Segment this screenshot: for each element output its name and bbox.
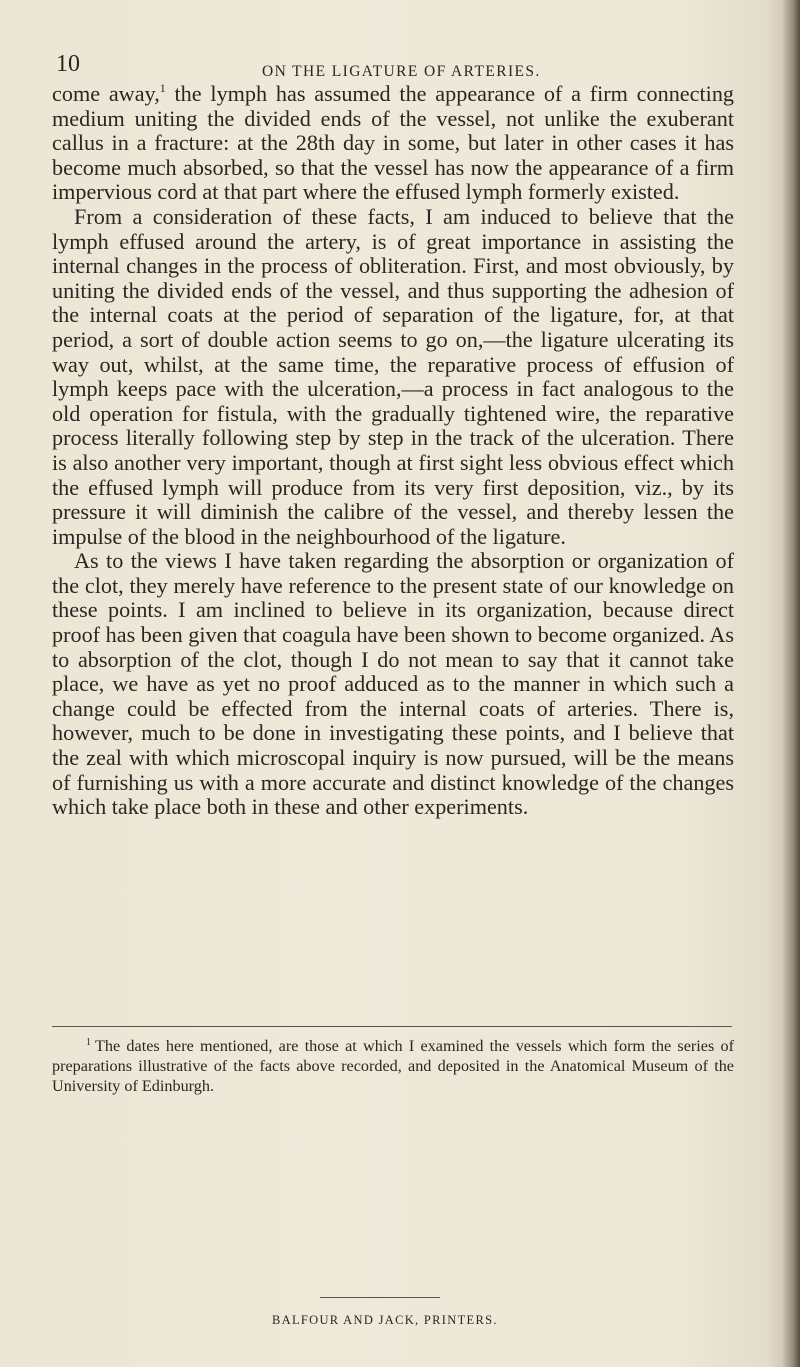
footnote-reference: 1 [159,81,166,95]
printer-divider [320,1297,440,1298]
paragraph-1 [52,82,734,205]
paragraph-3: As to the views I have taken regarding the absorption or organization of the clot, they merely have reference to the present state of our knowledge on these points. I am inclined to believe in its organization, because direct proof has been given that coagula have been shown to become organized. As to absorption of the clot, though I do not mean to say that it cannot take place, we have as yet no proof adduced as to the manner in which such a change could be effected from the internal coats of arteries. There is, however, much to be done in investigating these points, and I believe that the zeal with which microscopal inquiry is now pursued, will be the means of furnishing us with a more accurate and distinct knowledge of the changes which take place both in these and other experiments. [52,548,734,820]
paragraph-2: From a consideration of these facts, I am induced to believe that the lymph effused around the artery, is of great importance in assisting the internal changes in the process of obliteration. First, and most obviously, by uniting the divided ends of the vessel, and thus supporting the adhesion of the internal coats at the period of separation of the ligature, for, at that period, a sort of double action seems to go on,—the ligature ulcerating its way out, whilst, at the same time, the reparative process of effusion of lymph keeps pace with the ulceration,—a process in fact analogous to the old operation for fistula, with the gradually tightened wire, the reparative process literally following step by step in the track of the ulceration. There is also another very important, though at first sight less obvious effect which the effused lymph will produce from its very first deposition, viz., by its pressure it will diminish the calibre of the vessel, and thereby lessen the impulse of the blood in the neighbourhood of the ligature. [52,203,734,549]
page-edge-shadow [782,0,800,1367]
footnote-mark: 1 [86,1037,91,1048]
page-number: 10 [56,51,80,77]
running-head: ON THE LIGATURE OF ARTERIES. [262,63,541,80]
footnote [52,1036,734,1096]
footnote-text: The dates here mentioned, are those at which I examined the vessels which form the series of preparations illustrative of the facts above recorded, and deposited in the Anatomical Museum of the University of Edinburgh. [52,1037,734,1095]
body-text [52,82,734,820]
footnote-divider [52,1026,732,1027]
paragraph-1-start: come away, [52,81,160,106]
paragraph-1-rest: the lymph has assumed the appearance of a firm connecting medium uniting the divided ends of the vessel, not unlike the exuberant callus in a fracture: at the 28th day in some, but later in other cases it has become much absorbed, so that the vessel has now the appearance of a firm impervious cord at that part where the effused lymph formerly existed. [52,81,735,205]
printer-imprint: BALFOUR AND JACK, PRINTERS. [272,1313,498,1327]
